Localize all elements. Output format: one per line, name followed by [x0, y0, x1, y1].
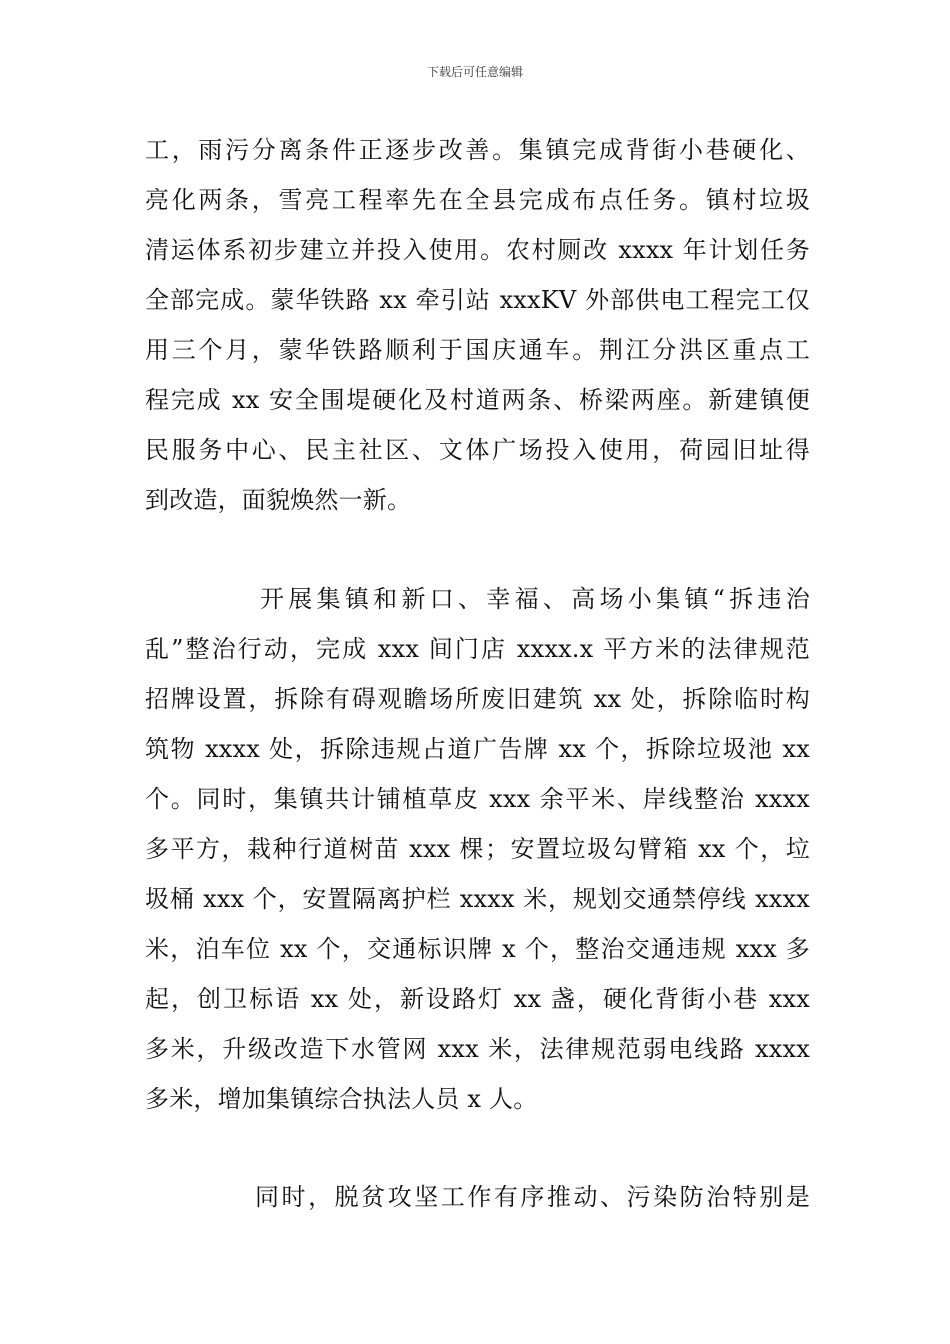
- text-line: 筑物 xxxx 处，拆除违规占道广告牌 xx 个，拆除垃圾池 xx: [145, 735, 810, 763]
- text-line: 米，泊车位 xx 个，交通标识牌 x 个，整治交通违规 xxx 多: [145, 935, 810, 963]
- text-line: 招牌设置，拆除有碍观瞻场所废旧建筑 xx 处，拆除临时构: [145, 685, 810, 713]
- text-line: 同时，脱贫攻坚工作有序推动、污染防治特别是: [255, 1183, 810, 1211]
- text-line: 全部完成。蒙华铁路 xx 牵引站 xxxKV 外部供电工程完工仅: [145, 286, 810, 314]
- text-line: 乱”整治行动，完成 xxx 间门店 xxxx.x 平方米的法律规范: [145, 635, 810, 663]
- text-line: 用三个月，蒙华铁路顺利于国庆通车。荆江分洪区重点工: [145, 336, 810, 364]
- text-line: 圾桶 xxx 个，安置隔离护栏 xxxx 米，规划交通禁停线 xxxx: [145, 885, 810, 913]
- text-line: 多米，增加集镇综合执法人员 x 人。: [145, 1085, 538, 1113]
- page-header-note: 下载后可任意编辑: [426, 65, 523, 79]
- text-line: 程完成 xx 安全围堤硬化及村道两条、桥梁两座。新建镇便: [145, 386, 810, 414]
- text-line: 工，雨污分离条件正逐步改善。集镇完成背街小巷硬化、: [145, 136, 810, 164]
- text-line: 亮化两条，雪亮工程率先在全县完成布点任务。镇村垃圾: [145, 186, 810, 214]
- text-line: 个。同时，集镇共计铺植草皮 xxx 余平米、岸线整治 xxxx: [145, 785, 810, 813]
- text-line: 多米，升级改造下水管网 xxx 米，法律规范弱电线路 xxxx: [145, 1035, 810, 1063]
- text-line: 起，创卫标语 xx 处，新设路灯 xx 盏，硬化背街小巷 xxx: [145, 985, 810, 1013]
- text-line: 清运体系初步建立并投入使用。农村厕改 xxxx 年计划任务: [145, 236, 810, 264]
- text-line: 多平方，栽种行道树苗 xxx 棵；安置垃圾勾臂箱 xx 个，垃: [145, 835, 810, 863]
- text-line: 开展集镇和新口、幸福、高场小集镇“拆违治: [260, 585, 810, 613]
- text-line: 到改造，面貌焕然一新。: [145, 486, 412, 514]
- text-line: 民服务中心、民主社区、文体广场投入使用，荷园旧址得: [145, 436, 810, 464]
